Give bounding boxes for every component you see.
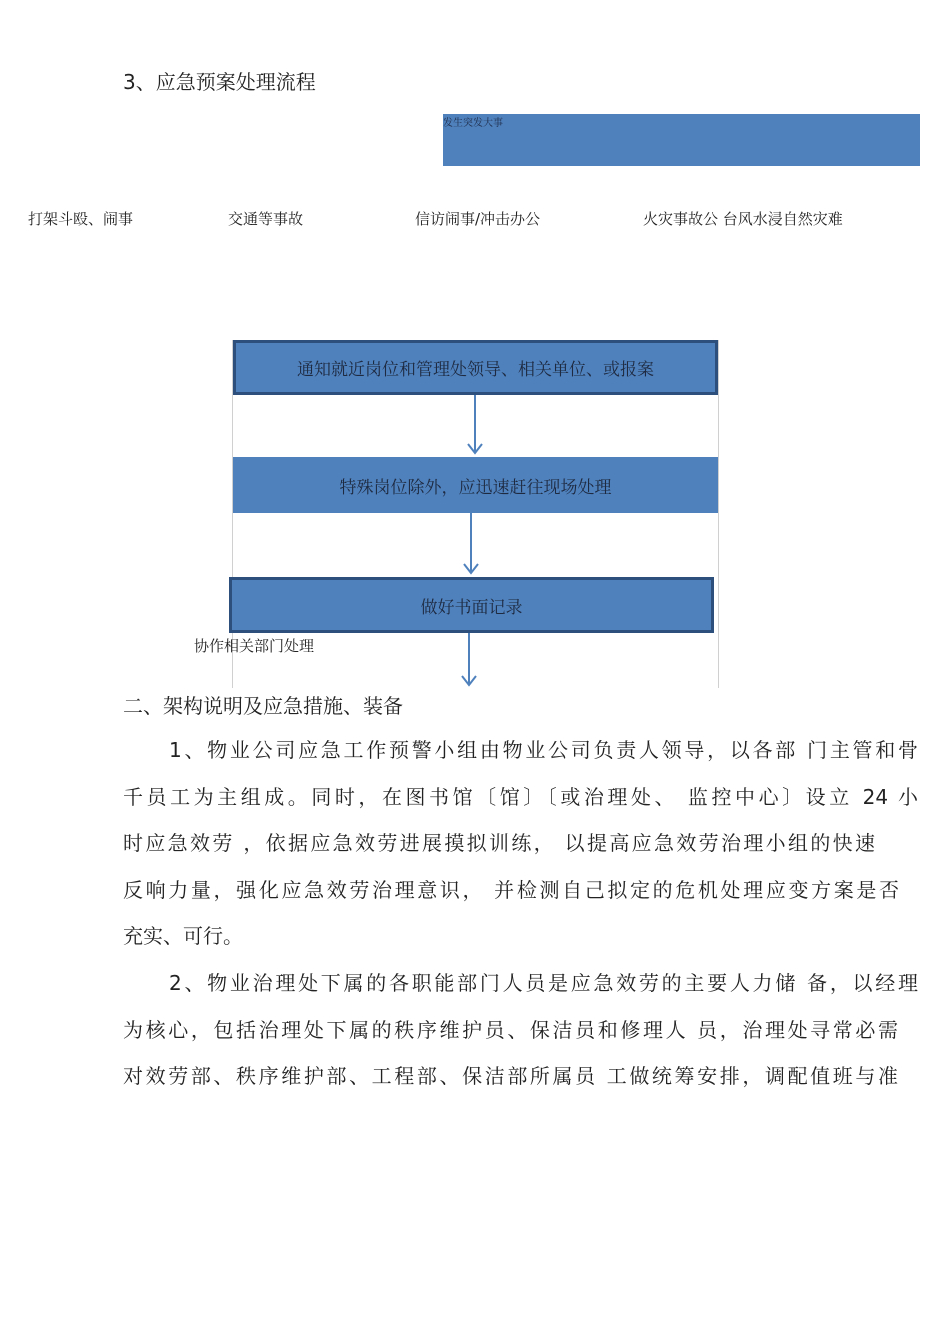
paragraph-1 — [123, 727, 918, 960]
paragraph-line: 为核心，包括治理处下属的秩序维护员、保洁员和修理人 员，治理处寻常必需 — [123, 1017, 898, 1042]
event-box — [443, 114, 920, 166]
flow-heading: 3、应急预案处理流程 — [123, 70, 316, 94]
flow-step-notify: 通知就近岗位和管理处领导、相关单位、或报案 — [233, 340, 718, 395]
paragraph-line: 1、物业公司应急工作预警小组由物业公司负责人领导，以各部 门主管和骨 — [169, 738, 918, 762]
category-fight: 打架斗殴、闹事 — [28, 210, 134, 228]
paragraph-line: 2、物业治理处下属的各职能部门人员是应急效劳的主要人力储 备，以经理 — [169, 971, 918, 995]
flow-step-record: 做好书面记录 — [229, 577, 714, 633]
down-arrow-icon — [459, 633, 479, 688]
paragraph-line: 时应急效劳 ，依据应急效劳进展摸拟训练， 以提高应急效劳治理小组的快速 — [123, 831, 875, 855]
paragraph-line: 对效劳部、秩序维护部、工程部、保洁部所属员 工做统筹安排，调配值班与准 — [123, 1064, 898, 1088]
paragraph-line: 反响力量，强化应急效劳治理意识， 并检测自己拟定的危机处理应变方案是否 — [123, 877, 899, 902]
section-title: 二、架构说明及应急措施、装备 — [123, 694, 403, 718]
down-arrow-icon — [465, 395, 485, 457]
category-petition: 信访闹事/冲击办公 — [415, 210, 541, 228]
flow-side-label: 协作相关部门处理 — [194, 637, 315, 655]
flow-step-rush: 特殊岗位除外，应迅速赶往现场处理 — [233, 457, 718, 513]
paragraph-line: 千员工为主组成。同时，在图书馆〔馆〕〔或治理处、 监控中心〕设立 24 小 — [123, 784, 918, 809]
down-arrow-icon — [461, 513, 481, 577]
event-box-label: 发生突发大事 — [443, 118, 503, 129]
paragraph-2 — [123, 960, 918, 1100]
paragraph-line: 充实、可行。 — [123, 924, 243, 948]
category-traffic: 交通等事故 — [228, 210, 304, 228]
category-fire-typhoon: 火灾事故公 台风水浸自然灾难 — [643, 210, 843, 228]
